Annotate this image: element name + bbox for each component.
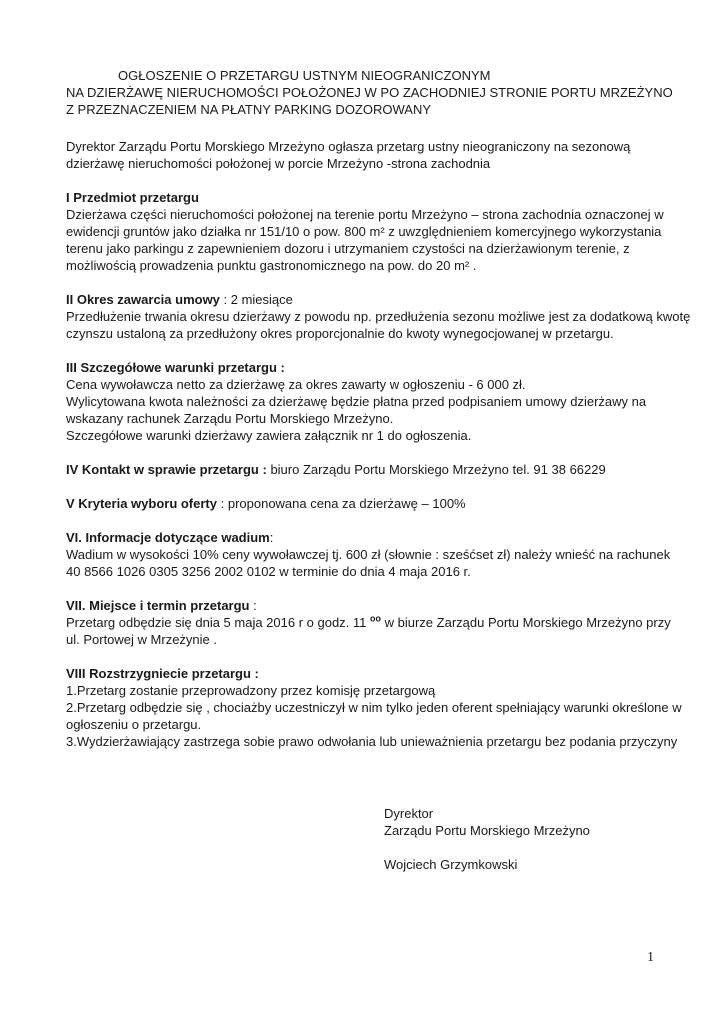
section-place-time-line-1 — [66, 613, 671, 631]
section-deposit-colon: : — [269, 530, 274, 545]
section-contract-period — [66, 291, 691, 342]
section-place-time-minutes-sup: oo — [370, 613, 382, 624]
section-place-time — [66, 597, 671, 648]
section-deposit — [66, 529, 671, 580]
section-contract-period-heading — [66, 291, 666, 308]
section-contact — [66, 461, 666, 478]
section-subject-line-2: ewidencji gruntów jako działka nr 151/10 o pow. 800 m² z uwzględnieniem komercyjnego wykorzystania — [66, 224, 662, 239]
section-detailed-conditions — [66, 359, 666, 444]
signature-role: Dyrektor — [384, 806, 434, 821]
section-subject-line-4: możliwością prowadzenia punktu gastronomicznego na pow. do 20 m² . — [66, 258, 477, 273]
section-detailed-conditions-line-2: Wylicytowana kwota należności za dzierżawę będzie płatna przed podpisaniem umowy dzierżawy na — [66, 394, 647, 409]
section-resolution-line-3: ogłoszeniu o przetargu. — [66, 717, 202, 732]
section-contract-period-title: II Okres zawarcia umowy — [66, 292, 220, 307]
section-criteria-title: V Kryteria wyboru oferty — [66, 496, 217, 511]
section-contact-heading — [66, 461, 666, 478]
section-resolution-line-1: 1.Przetarg zostanie przeprowadzony przez komisję przetargową — [66, 683, 436, 698]
section-deposit-line-1: Wadium w wysokości 10% ceny wywoławczej tj. 600 zł (słownie : sześćset zł) należy wnieść na rachunek — [66, 547, 671, 562]
section-subject-title: I Przedmiot przetargu — [66, 190, 199, 205]
signature-org: Zarządu Portu Morskiego Mrzeżyno — [384, 823, 590, 838]
section-subject-line-1: Dzierżawa części nieruchomości położonej na terenie portu Mrzeżyno – strona zachodnia oznaczonej w — [66, 207, 664, 222]
section-detailed-conditions-line-4: Szczegółowe warunki dzierżawy zawiera załącznik nr 1 do ogłoszenia. — [66, 428, 472, 443]
intro-line-1: Dyrektor Zarządu Portu Morskiego Mrzeżyno ogłasza przetarg ustny nieograniczony na sezonową — [66, 139, 631, 154]
header-line-3: Z PRZEZNACZENIEM NA PŁATNY PARKING DOZOROWANY — [66, 102, 432, 117]
section-detailed-conditions-line-1: Cena wywoławcza netto za dzierżawę za okres zawarty w ogłoszeniu - 6 000 zł. — [66, 377, 526, 392]
section-contact-title: IV Kontakt w sprawie przetargu : — [66, 462, 267, 477]
section-resolution-title: VIII Rozstrzygniecie przetargu : — [66, 666, 259, 681]
section-subject-line-3: terenu jako parkingu z zapewnieniem dozoru i utrzymaniem czystości na dzierżawionym terenie, z — [66, 241, 630, 256]
document-body — [66, 138, 691, 750]
section-criteria — [66, 495, 666, 512]
section-place-time-line-2: ul. Portowej w Mrzeżynie . — [66, 632, 217, 647]
header-line-2: NA DZIERŻAWĘ NIERUCHOMOŚCI POŁOŻONEJ W PO ZACHODNIEJ STRONIE PORTU MRZEŻYNO — [66, 85, 673, 100]
header-line-1: OGŁOSZENIE O PRZETARGU USTNYM NIEOGRANICZONYM — [118, 68, 491, 83]
intro-line-2: dzierżawę nieruchomości położonej w porcie Mrzeżyno -strona zachodnia — [66, 156, 491, 171]
signature-name: Wojciech Grzymkowski — [384, 857, 518, 872]
section-contract-period-value: : 2 miesiące — [219, 292, 293, 307]
signature-block — [384, 805, 684, 873]
section-criteria-heading — [66, 495, 666, 512]
document-header — [66, 67, 686, 118]
section-detailed-conditions-title: III Szczegółowe warunki przetargu : — [66, 360, 285, 375]
section-resolution-line-4: 3.Wydzierżawiający zastrzega sobie prawo odwołania lub unieważnienia przetargu bez podania przyczyny — [66, 734, 678, 749]
section-criteria-value: : proponowana cena za dzierżawę – 100% — [217, 496, 466, 511]
section-resolution — [66, 665, 682, 750]
section-contact-value: biuro Zarządu Portu Morskiego Mrzeżyno tel. 91 38 66229 — [266, 462, 606, 477]
intro-paragraph — [66, 138, 666, 172]
section-place-time-title: VII. Miejsce i termin przetargu — [66, 598, 250, 613]
section-subject — [66, 189, 666, 274]
section-resolution-line-2: 2.Przetarg odbędzie się , chociażby uczestniczył w nim tylko jeden oferent spełniający warunki określone w — [66, 700, 682, 715]
section-deposit-title: VI. Informacje dotyczące wadium — [66, 530, 270, 545]
section-place-time-line-1b: w biurze Zarządu Portu Morskiego Mrzeżyno przy — [381, 615, 671, 630]
section-deposit-heading — [66, 529, 666, 546]
section-detailed-conditions-line-3: wskazany rachunek Zarządu Portu Morskiego Mrzeżyno. — [66, 411, 394, 426]
section-contract-period-line-2: czynszu ustaloną za przedłużony okres proporcjonalnie do kwoty wynegocjowanej w przetargu. — [66, 326, 614, 341]
page-number: 1 — [647, 950, 654, 965]
section-deposit-line-2: 40 8566 1026 0305 3256 2002 0102 w terminie do dnia 4 maja 2016 r. — [66, 564, 471, 579]
section-contract-period-line-1: Przedłużenie trwania okresu dzierżawy z powodu np. przedłużenia sezonu możliwe jest za dodatkową kwotę — [66, 309, 691, 324]
section-place-time-colon: : — [249, 598, 257, 613]
section-place-time-heading — [66, 597, 666, 614]
section-place-time-line-1a: Przetarg odbędzie się dnia 5 maja 2016 r o godz. 11 — [66, 615, 371, 630]
